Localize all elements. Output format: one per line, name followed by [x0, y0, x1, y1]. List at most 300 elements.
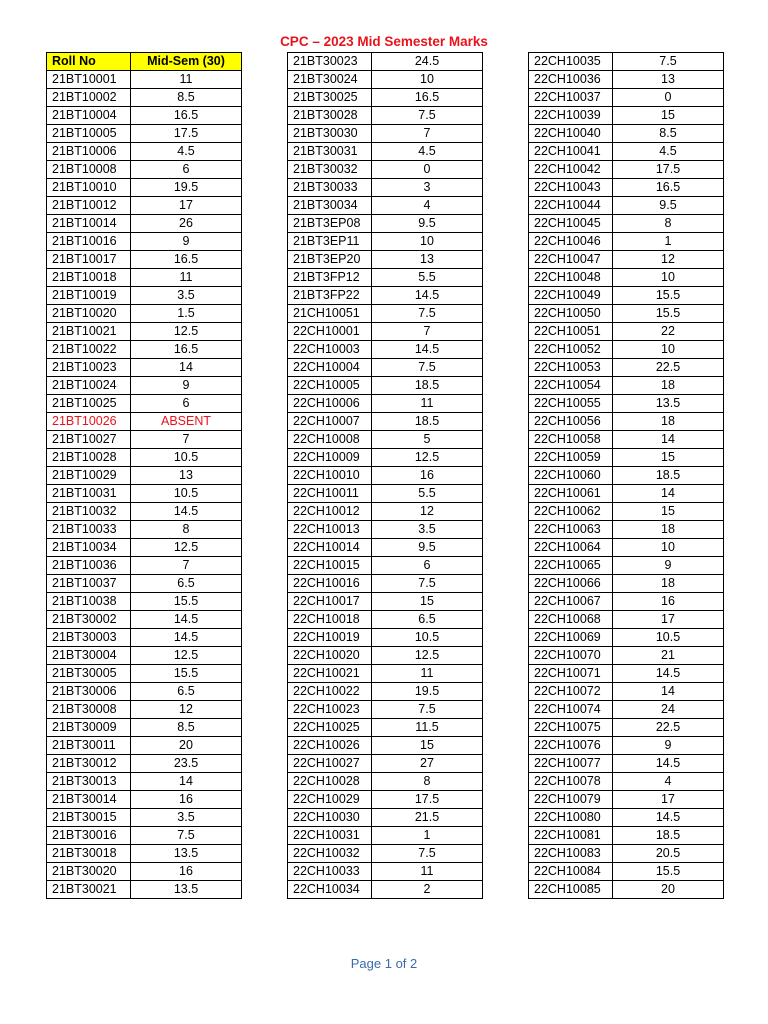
mark-cell: 5: [372, 431, 483, 449]
table-row: [47, 809, 242, 827]
roll-no-cell: 22CH10020: [288, 647, 372, 665]
mark-cell: 9: [613, 557, 724, 575]
table-row: [47, 197, 242, 215]
mark-cell: 26: [131, 215, 242, 233]
mark-cell: 12: [613, 251, 724, 269]
roll-no-cell: 22CH10055: [529, 395, 613, 413]
table-row: [288, 737, 483, 755]
mark-cell: 11: [372, 665, 483, 683]
mark-cell: 13: [613, 71, 724, 89]
table-row: [47, 593, 242, 611]
table-row: [529, 539, 724, 557]
roll-no-cell: 21BT10010: [47, 179, 131, 197]
roll-no-cell: 21BT10021: [47, 323, 131, 341]
table-row: [47, 323, 242, 341]
roll-no-cell: 21BT30025: [288, 89, 372, 107]
roll-no-cell: 22CH10083: [529, 845, 613, 863]
table-row: [47, 629, 242, 647]
roll-no-cell: 22CH10062: [529, 503, 613, 521]
roll-no-cell: 22CH10053: [529, 359, 613, 377]
table-row: [529, 197, 724, 215]
table-row: [288, 233, 483, 251]
mark-cell: 12.5: [372, 647, 483, 665]
table-row: [529, 179, 724, 197]
mark-cell: 15: [613, 449, 724, 467]
roll-no-cell: 21BT10012: [47, 197, 131, 215]
roll-no-cell: 22CH10018: [288, 611, 372, 629]
roll-no-cell: 22CH10030: [288, 809, 372, 827]
table-row: [47, 287, 242, 305]
table-row: [47, 269, 242, 287]
mark-cell: 6: [372, 557, 483, 575]
table-row: [288, 143, 483, 161]
mark-cell: 10: [372, 233, 483, 251]
mark-cell: 3.5: [372, 521, 483, 539]
mark-cell: 12: [372, 503, 483, 521]
table-row: [47, 863, 242, 881]
mark-cell: 14: [613, 683, 724, 701]
mark-cell: 15.5: [613, 287, 724, 305]
mark-cell: 10.5: [131, 485, 242, 503]
table-row: [529, 521, 724, 539]
roll-no-cell: 21BT10034: [47, 539, 131, 557]
roll-no-cell: 21BT30003: [47, 629, 131, 647]
mark-cell: 12.5: [131, 323, 242, 341]
table-row: [529, 863, 724, 881]
roll-no-cell: 21BT10033: [47, 521, 131, 539]
marks-column-1: [46, 52, 242, 899]
table-row: [529, 485, 724, 503]
roll-no-cell: 22CH10001: [288, 323, 372, 341]
table-row: [288, 413, 483, 431]
table-row: [288, 377, 483, 395]
roll-no-cell: 22CH10008: [288, 431, 372, 449]
mark-cell: 5.5: [372, 269, 483, 287]
table-row: [47, 845, 242, 863]
table-row: [288, 521, 483, 539]
roll-no-cell: 22CH10027: [288, 755, 372, 773]
mark-cell: 14.5: [613, 665, 724, 683]
mark-cell: 12: [131, 701, 242, 719]
mark-cell: 12.5: [372, 449, 483, 467]
table-row: [288, 53, 483, 71]
mark-cell: 22: [613, 323, 724, 341]
roll-no-cell: 22CH10059: [529, 449, 613, 467]
mark-cell: 7.5: [131, 827, 242, 845]
table-row: [47, 827, 242, 845]
mark-cell: 8: [131, 521, 242, 539]
roll-no-cell: 21BT3FP22: [288, 287, 372, 305]
roll-no-cell: 22CH10009: [288, 449, 372, 467]
mark-cell: 17: [613, 791, 724, 809]
table-row: [529, 377, 724, 395]
roll-no-cell: 22CH10006: [288, 395, 372, 413]
mark-cell: 13.5: [613, 395, 724, 413]
mark-cell: 18.5: [613, 467, 724, 485]
roll-no-cell: 22CH10016: [288, 575, 372, 593]
mark-cell: 15: [613, 503, 724, 521]
mark-cell: 14.5: [131, 503, 242, 521]
mark-cell: 18: [613, 575, 724, 593]
roll-no-cell: 22CH10045: [529, 215, 613, 233]
mark-cell: 2: [372, 881, 483, 899]
roll-no-cell: 21BT10018: [47, 269, 131, 287]
table-row: [47, 521, 242, 539]
table-row: [288, 215, 483, 233]
table-row: [288, 197, 483, 215]
roll-no-cell: 21BT10001: [47, 71, 131, 89]
roll-no-cell: 22CH10047: [529, 251, 613, 269]
roll-no-cell: 21BT30012: [47, 755, 131, 773]
table-row: [288, 395, 483, 413]
mark-cell: 14: [131, 359, 242, 377]
mark-cell: 4.5: [372, 143, 483, 161]
table-row: [529, 737, 724, 755]
table-row: [529, 395, 724, 413]
table-row: [47, 719, 242, 737]
table-row: [288, 593, 483, 611]
mark-cell: 3: [372, 179, 483, 197]
table-row: [288, 845, 483, 863]
table-row: [288, 881, 483, 899]
table-row: [47, 377, 242, 395]
mark-cell: 16.5: [131, 251, 242, 269]
table-row: [288, 539, 483, 557]
mark-cell: 14: [613, 431, 724, 449]
table-row: [47, 449, 242, 467]
mark-cell: 1.5: [131, 305, 242, 323]
table-row: [529, 71, 724, 89]
roll-no-cell: 21BT10004: [47, 107, 131, 125]
mark-cell: 14: [613, 485, 724, 503]
mark-cell: 17: [613, 611, 724, 629]
table-row: [529, 557, 724, 575]
roll-no-cell: 21BT10017: [47, 251, 131, 269]
roll-no-cell: 21BT30014: [47, 791, 131, 809]
mark-cell: 0: [613, 89, 724, 107]
mark-cell: 8: [372, 773, 483, 791]
mark-cell: 24.5: [372, 53, 483, 71]
roll-no-cell: 22CH10084: [529, 863, 613, 881]
mark-cell: 17.5: [372, 791, 483, 809]
mark-cell: 14.5: [372, 341, 483, 359]
roll-no-cell: 22CH10003: [288, 341, 372, 359]
table-row: [288, 89, 483, 107]
roll-no-cell: 21BT3EP08: [288, 215, 372, 233]
table-row: [47, 215, 242, 233]
mark-cell: 15.5: [613, 863, 724, 881]
mark-cell: 15.5: [613, 305, 724, 323]
roll-no-cell: 21BT10014: [47, 215, 131, 233]
mark-cell: 10.5: [131, 449, 242, 467]
mark-cell: 3.5: [131, 809, 242, 827]
roll-no-cell: 21BT10024: [47, 377, 131, 395]
table-row: [288, 323, 483, 341]
roll-no-cell: 21BT3EP20: [288, 251, 372, 269]
roll-no-cell: 22CH10039: [529, 107, 613, 125]
roll-no-cell: 22CH10078: [529, 773, 613, 791]
roll-no-cell: 22CH10072: [529, 683, 613, 701]
table-row: [288, 287, 483, 305]
table-header-row: [47, 53, 242, 71]
mark-cell: 9.5: [613, 197, 724, 215]
mark-cell: 10: [613, 341, 724, 359]
table-row: [288, 863, 483, 881]
table-row: [529, 269, 724, 287]
mark-cell: 15: [372, 737, 483, 755]
roll-no-cell: 22CH10031: [288, 827, 372, 845]
table-row: [288, 71, 483, 89]
table-row: [529, 791, 724, 809]
roll-no-cell: 21BT30018: [47, 845, 131, 863]
table-row: [47, 485, 242, 503]
table-row: [529, 809, 724, 827]
table-row: [47, 89, 242, 107]
roll-no-cell: 22CH10050: [529, 305, 613, 323]
roll-no-cell: 22CH10022: [288, 683, 372, 701]
roll-no-cell: 22CH10048: [529, 269, 613, 287]
table-row: [47, 701, 242, 719]
table-row: [529, 755, 724, 773]
roll-no-cell: 22CH10051: [529, 323, 613, 341]
mark-cell: 14.5: [613, 755, 724, 773]
table-row: [47, 539, 242, 557]
roll-no-header: Roll No: [47, 53, 131, 71]
table-row: [529, 629, 724, 647]
roll-no-cell: 21CH10051: [288, 305, 372, 323]
table-row: [288, 773, 483, 791]
mark-cell: 12.5: [131, 539, 242, 557]
table-row: [529, 431, 724, 449]
marks-table-3: [528, 52, 724, 899]
mark-cell: 0: [372, 161, 483, 179]
roll-no-cell: 21BT10022: [47, 341, 131, 359]
mark-cell: 8: [613, 215, 724, 233]
roll-no-cell: 21BT10031: [47, 485, 131, 503]
roll-no-cell: 21BT10037: [47, 575, 131, 593]
table-row: [529, 593, 724, 611]
roll-no-cell: 21BT10026: [47, 413, 131, 431]
roll-no-cell: 21BT10019: [47, 287, 131, 305]
roll-no-cell: 21BT30031: [288, 143, 372, 161]
mark-cell: 16: [131, 863, 242, 881]
roll-no-cell: 22CH10049: [529, 287, 613, 305]
roll-no-cell: 21BT10027: [47, 431, 131, 449]
mark-cell: 16.5: [372, 89, 483, 107]
table-row: [529, 773, 724, 791]
mark-cell: 16: [131, 791, 242, 809]
mark-cell: 10: [372, 71, 483, 89]
mark-cell: 16: [613, 593, 724, 611]
marks-table-1: [46, 52, 242, 899]
table-row: [529, 611, 724, 629]
table-row: [529, 503, 724, 521]
roll-no-cell: 21BT30021: [47, 881, 131, 899]
mark-cell: 11: [131, 269, 242, 287]
mark-cell: 14.5: [613, 809, 724, 827]
roll-no-cell: 22CH10033: [288, 863, 372, 881]
roll-no-cell: 21BT30004: [47, 647, 131, 665]
mark-cell: 17.5: [613, 161, 724, 179]
mark-cell: 4: [372, 197, 483, 215]
table-row: [288, 755, 483, 773]
roll-no-cell: 22CH10063: [529, 521, 613, 539]
table-row: [47, 791, 242, 809]
roll-no-cell: 22CH10064: [529, 539, 613, 557]
roll-no-cell: 22CH10070: [529, 647, 613, 665]
table-row: [529, 413, 724, 431]
mark-cell: 7: [372, 125, 483, 143]
roll-no-cell: 21BT30032: [288, 161, 372, 179]
mark-cell: 20: [131, 737, 242, 755]
table-row: [47, 359, 242, 377]
roll-no-cell: 22CH10029: [288, 791, 372, 809]
table-row: [529, 323, 724, 341]
table-row: [529, 827, 724, 845]
mark-cell: 14.5: [372, 287, 483, 305]
roll-no-cell: 21BT30030: [288, 125, 372, 143]
roll-no-cell: 22CH10068: [529, 611, 613, 629]
mark-cell: 6: [131, 161, 242, 179]
table-row: [47, 251, 242, 269]
roll-no-cell: 22CH10004: [288, 359, 372, 377]
roll-no-cell: 21BT30024: [288, 71, 372, 89]
roll-no-cell: 22CH10074: [529, 701, 613, 719]
mark-cell: 4.5: [131, 143, 242, 161]
roll-no-cell: 22CH10011: [288, 485, 372, 503]
roll-no-cell: 22CH10037: [529, 89, 613, 107]
roll-no-cell: 22CH10044: [529, 197, 613, 215]
table-row: [288, 665, 483, 683]
roll-no-cell: 22CH10005: [288, 377, 372, 395]
roll-no-cell: 22CH10019: [288, 629, 372, 647]
roll-no-cell: 22CH10012: [288, 503, 372, 521]
mark-cell: 19.5: [372, 683, 483, 701]
table-row: [47, 467, 242, 485]
table-row: [288, 251, 483, 269]
mark-cell: 14.5: [131, 611, 242, 629]
table-row: [288, 107, 483, 125]
table-row: [288, 611, 483, 629]
table-row: [288, 485, 483, 503]
roll-no-cell: 22CH10015: [288, 557, 372, 575]
mark-cell: 17: [131, 197, 242, 215]
table-row: [288, 827, 483, 845]
table-row: [288, 719, 483, 737]
mark-cell: 23.5: [131, 755, 242, 773]
roll-no-cell: 21BT30020: [47, 863, 131, 881]
mark-cell: 19.5: [131, 179, 242, 197]
mark-cell: 10.5: [372, 629, 483, 647]
roll-no-cell: 22CH10077: [529, 755, 613, 773]
roll-no-cell: 22CH10028: [288, 773, 372, 791]
roll-no-cell: 22CH10007: [288, 413, 372, 431]
table-row: [47, 413, 242, 431]
table-row: [529, 233, 724, 251]
mark-cell: 3.5: [131, 287, 242, 305]
roll-no-cell: 21BT10032: [47, 503, 131, 521]
roll-no-cell: 22CH10042: [529, 161, 613, 179]
table-row: [47, 575, 242, 593]
mark-cell: 13: [372, 251, 483, 269]
table-row: [47, 305, 242, 323]
mark-cell: 16: [372, 467, 483, 485]
table-row: [288, 161, 483, 179]
mark-cell: 22.5: [613, 359, 724, 377]
table-row: [47, 107, 242, 125]
mark-cell: 18.5: [372, 413, 483, 431]
table-row: [529, 845, 724, 863]
mark-cell: 15: [613, 107, 724, 125]
roll-no-cell: 22CH10061: [529, 485, 613, 503]
table-row: [529, 881, 724, 899]
roll-no-cell: 21BT30016: [47, 827, 131, 845]
table-row: [288, 809, 483, 827]
mark-cell: 21: [613, 647, 724, 665]
roll-no-cell: 21BT30013: [47, 773, 131, 791]
table-row: [529, 89, 724, 107]
mark-cell: 10.5: [613, 629, 724, 647]
mark-cell: 6.5: [131, 575, 242, 593]
mark-cell: 9.5: [372, 215, 483, 233]
roll-no-cell: 22CH10046: [529, 233, 613, 251]
roll-no-cell: 21BT10006: [47, 143, 131, 161]
roll-no-cell: 21BT10008: [47, 161, 131, 179]
roll-no-cell: 21BT30006: [47, 683, 131, 701]
roll-no-cell: 22CH10067: [529, 593, 613, 611]
roll-no-cell: 21BT30002: [47, 611, 131, 629]
table-row: [288, 359, 483, 377]
table-row: [529, 215, 724, 233]
roll-no-cell: 22CH10036: [529, 71, 613, 89]
table-row: [529, 575, 724, 593]
roll-no-cell: 21BT30033: [288, 179, 372, 197]
roll-no-cell: 22CH10085: [529, 881, 613, 899]
table-row: [47, 647, 242, 665]
mark-cell: 6: [131, 395, 242, 413]
roll-no-cell: 21BT30008: [47, 701, 131, 719]
roll-no-cell: 21BT30028: [288, 107, 372, 125]
mark-cell: 11: [372, 863, 483, 881]
roll-no-cell: 22CH10054: [529, 377, 613, 395]
table-row: [288, 431, 483, 449]
roll-no-cell: 22CH10079: [529, 791, 613, 809]
roll-no-cell: 22CH10026: [288, 737, 372, 755]
table-row: [529, 287, 724, 305]
roll-no-cell: 22CH10032: [288, 845, 372, 863]
roll-no-cell: 22CH10060: [529, 467, 613, 485]
table-row: [288, 647, 483, 665]
mark-cell: 11.5: [372, 719, 483, 737]
mark-cell: 18: [613, 413, 724, 431]
marks-column-3: [528, 52, 724, 899]
roll-no-cell: 21BT10029: [47, 467, 131, 485]
roll-no-cell: 22CH10056: [529, 413, 613, 431]
mark-cell: 14.5: [131, 629, 242, 647]
mark-cell: 11: [372, 395, 483, 413]
table-row: [47, 773, 242, 791]
roll-no-cell: 21BT3FP12: [288, 269, 372, 287]
table-row: [529, 341, 724, 359]
mark-cell: 18.5: [372, 377, 483, 395]
table-row: [288, 575, 483, 593]
roll-no-cell: 22CH10071: [529, 665, 613, 683]
roll-no-cell: 22CH10025: [288, 719, 372, 737]
mark-cell: 7.5: [372, 107, 483, 125]
mark-cell: 7.5: [372, 701, 483, 719]
mark-cell: 9: [613, 737, 724, 755]
table-row: [288, 125, 483, 143]
